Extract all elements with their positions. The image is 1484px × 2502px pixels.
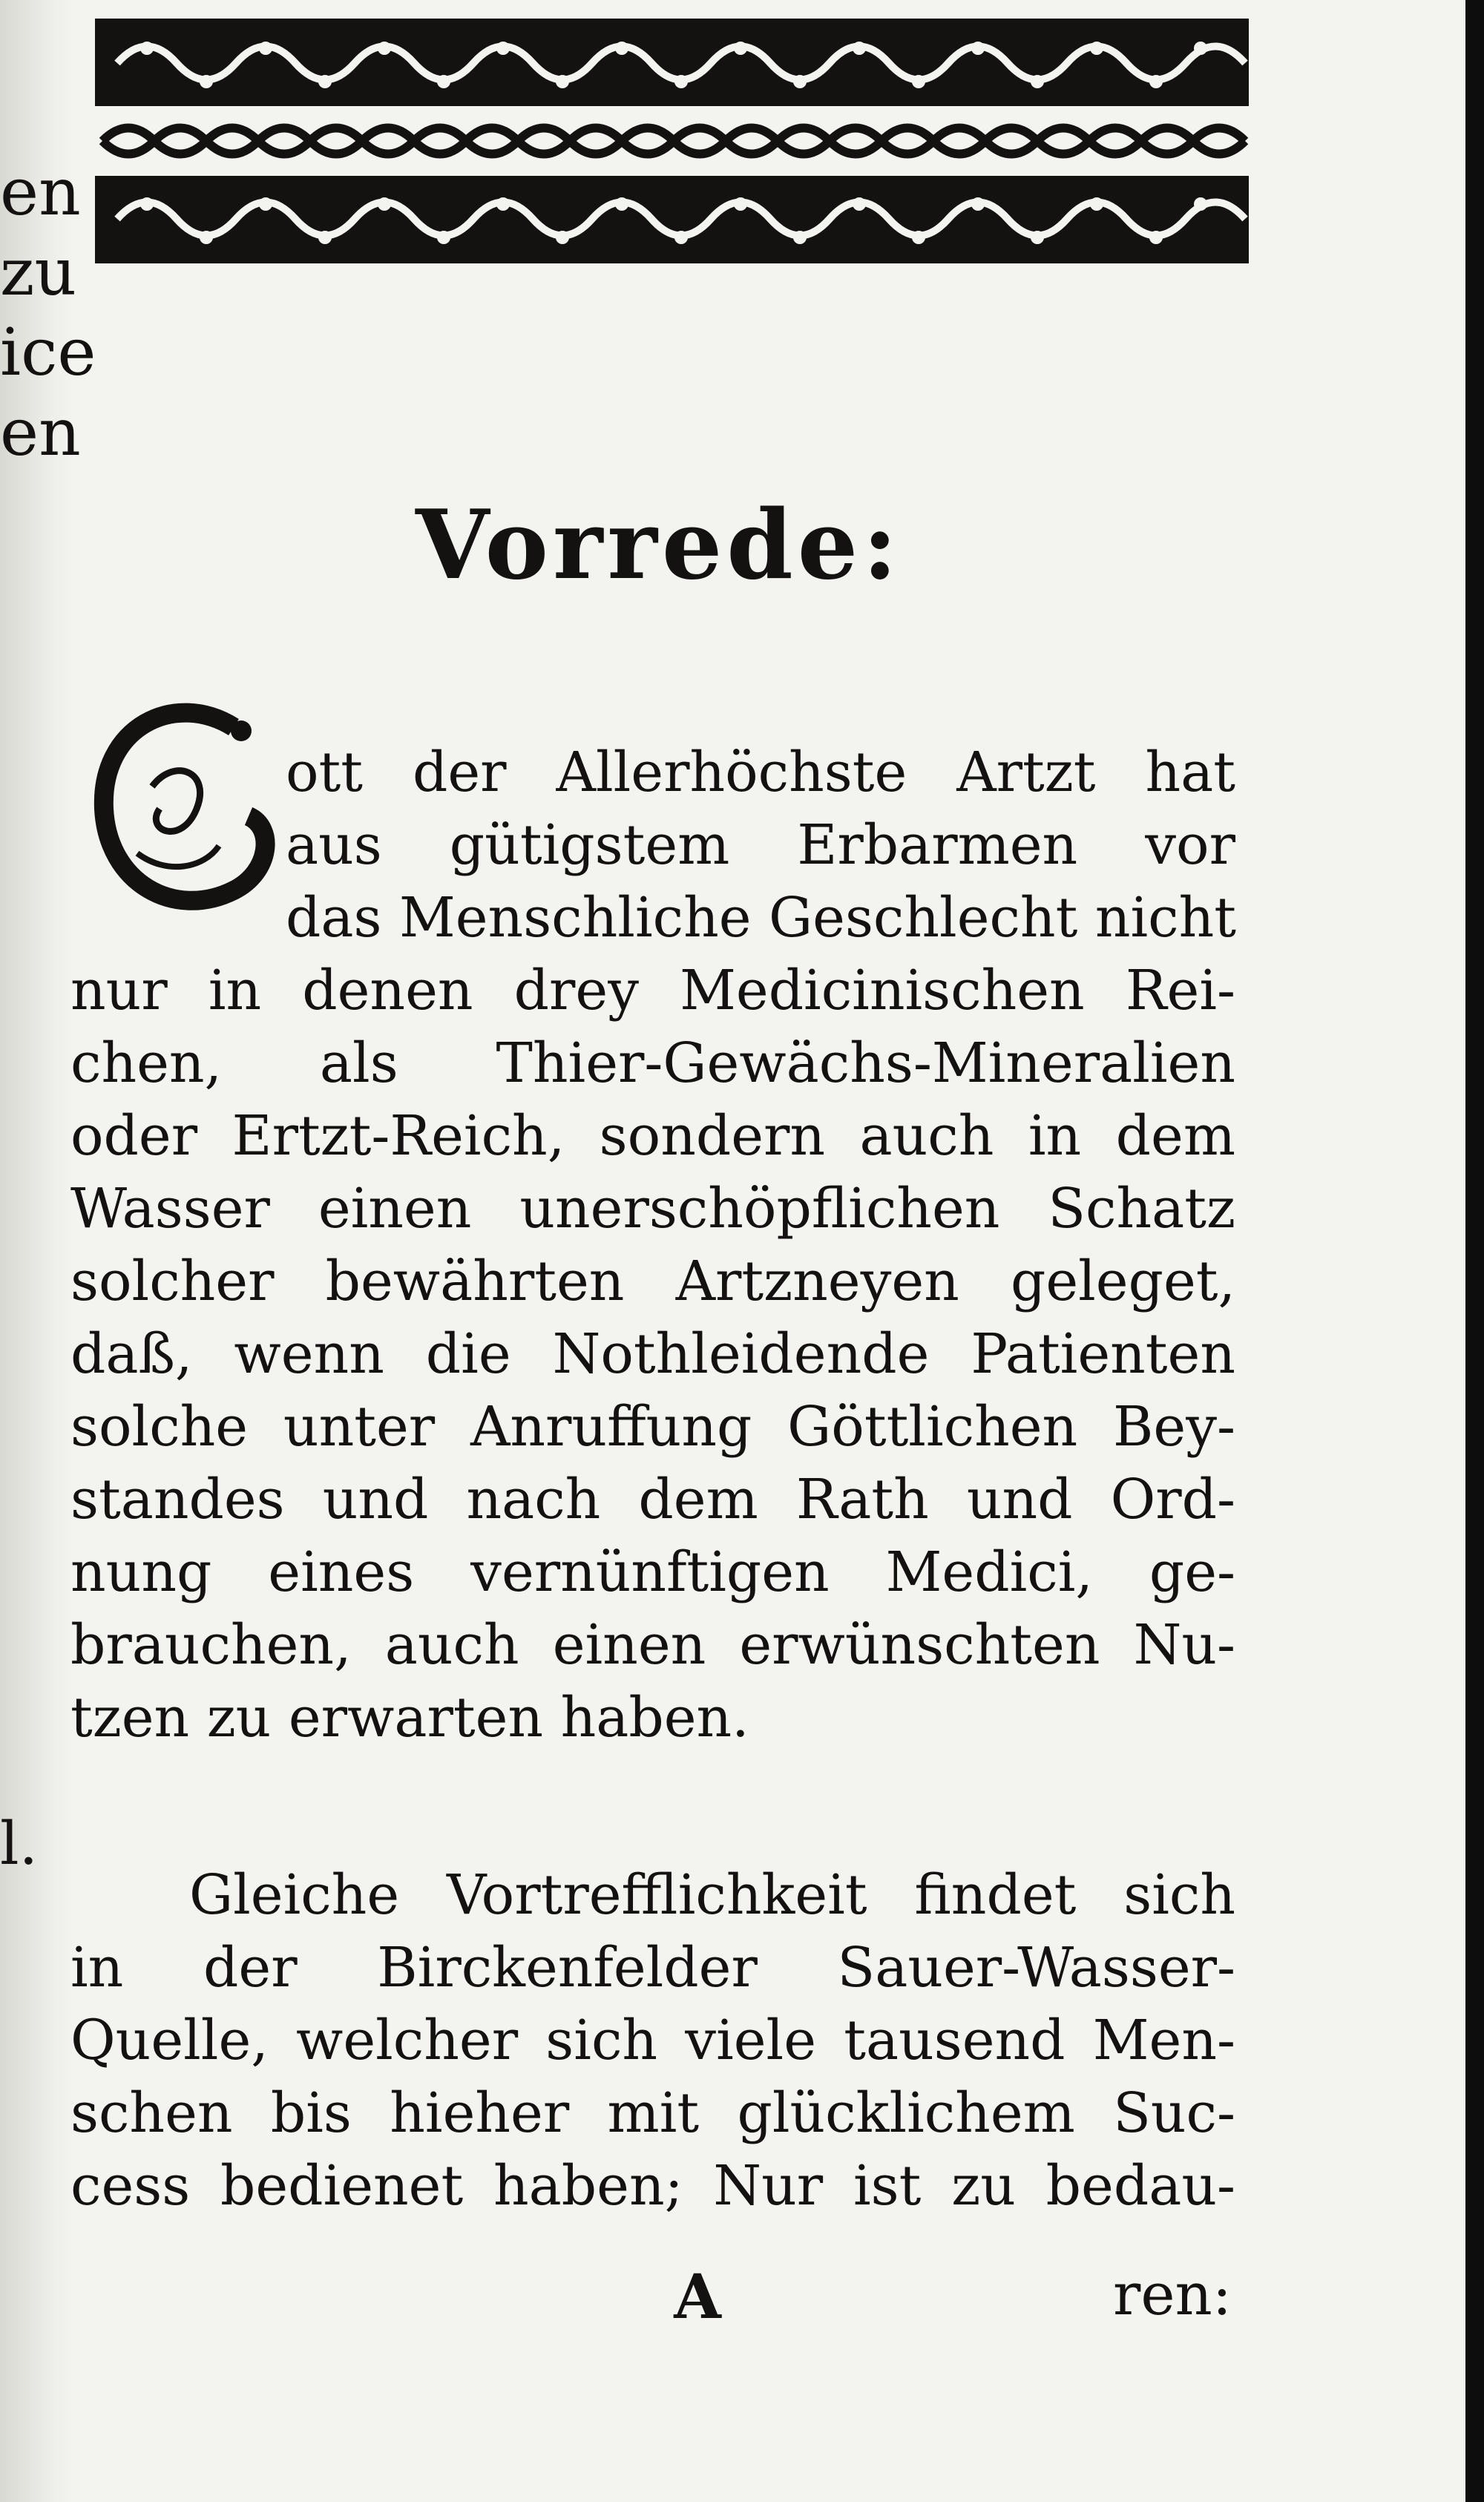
header-ornament-band bbox=[95, 19, 1249, 263]
text-line: solcher bewährten Artzneyen geleget, bbox=[70, 1250, 1235, 1313]
text-line: chen, als Thier-Gewächs-Mineralien bbox=[70, 1031, 1235, 1095]
text-line: oder Ertzt-Reich, sondern auch in dem bbox=[70, 1104, 1235, 1168]
text-line: das Menschliche Geschlecht nicht bbox=[286, 886, 1237, 950]
text-line: brauchen, auch einen erwünschten Nu- bbox=[70, 1613, 1235, 1677]
text-line: schen bis hieher mit glücklichem Suc- bbox=[70, 2081, 1235, 2145]
paragraph-two bbox=[70, 1859, 1235, 2222]
text-line: nung eines vernünftigen Medici, ge- bbox=[70, 1540, 1235, 1604]
text-line: ott der Allerhöchste Artzt hat bbox=[286, 741, 1235, 804]
text-line: in der Birckenfelder Sauer-Wasser- bbox=[70, 1936, 1235, 2000]
text-line: Wasser einen unerschöpflichen Schatz bbox=[70, 1177, 1235, 1241]
text-line: solche unter Anruffung Göttlichen Bey- bbox=[70, 1395, 1235, 1459]
text-line: daß, wenn die Nothleidende Patienten bbox=[70, 1322, 1235, 1386]
catchword: ren: bbox=[1113, 2262, 1232, 2328]
text-line: tzen zu erwarten haben. bbox=[70, 1686, 749, 1750]
previous-page-mark: l. bbox=[0, 1809, 39, 1878]
page-edge-shadow bbox=[1465, 0, 1484, 2502]
fragment-line: ice bbox=[0, 314, 96, 390]
signature-mark: A bbox=[674, 2262, 721, 2333]
text-line: nur in denen drey Medicinischen Rei- bbox=[70, 959, 1235, 1022]
text-line: aus gütigstem Erbarmen vor bbox=[286, 813, 1235, 877]
text-line: Quelle, welcher sich viele tausend Men- bbox=[70, 2009, 1235, 2072]
previous-page-fragments bbox=[0, 152, 96, 473]
text-line: Gleiche Vortrefflichkeit findet sich bbox=[189, 1863, 1235, 1927]
text-line: cess bedienet haben; Nur ist zu bedau- bbox=[70, 2154, 1235, 2218]
fragment-line: zu bbox=[0, 234, 77, 310]
fragment-line: en bbox=[0, 154, 81, 230]
page-title: Vorrede: bbox=[416, 490, 902, 601]
text-line: standes und nach dem Rath und Ord- bbox=[70, 1468, 1235, 1531]
paragraph-one bbox=[70, 736, 1235, 1754]
fragment-line: en bbox=[0, 394, 81, 470]
